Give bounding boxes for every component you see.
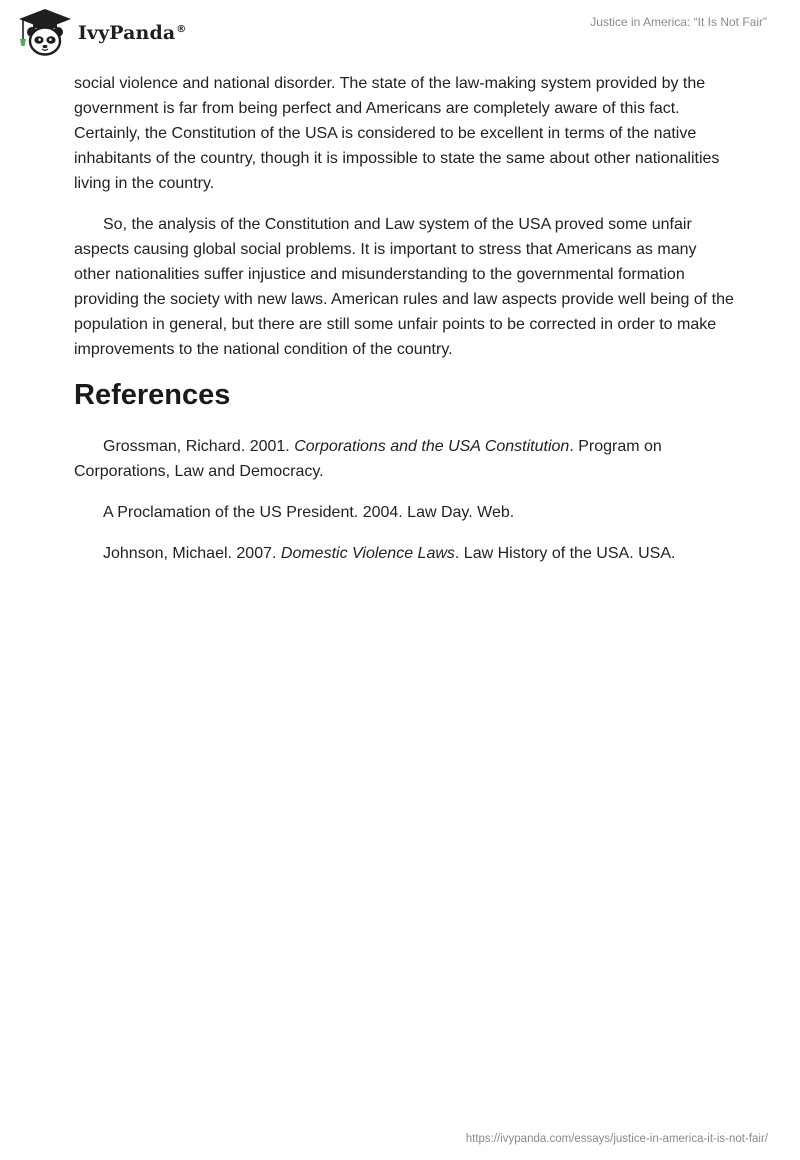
reference-item: Johnson, Michael. 2007. Domestic Violence Laws. Law History of the USA. USA. <box>103 545 676 562</box>
reference-title: Domestic Violence Laws <box>280 545 455 562</box>
reference-item: A Proclamation of the US President. 2004. Law Day. Web. <box>103 504 515 521</box>
brand-logo[interactable] <box>14 8 186 58</box>
brand-name: IvyPanda® <box>78 22 187 44</box>
body-paragraph: social violence and national disorder. The state of the law-making system provided by the government is far from being perfect and Americans are completely aware of this fact. Certainly, the Constitution of the USA is considered to be excellent in terms of the native inhabitants of the country, though it is impossible to state the same about other nationalities living in the country. <box>74 75 720 192</box>
registered-mark: ® <box>176 23 187 35</box>
reference-title: Corporations and the USA Constitution <box>294 438 570 455</box>
document-title: Justice in America: “It Is Not Fair” <box>590 15 767 29</box>
references-heading: References <box>74 379 231 411</box>
reference-item: Grossman, Richard. 2001. Corporations and the USA Constitution. Program on Corporations, Law and Democracy. <box>74 438 662 480</box>
panda-graduate-logo-icon <box>14 8 76 58</box>
body-paragraph: So, the analysis of the Constitution and Law system of the USA proved some unfair aspects causing global social problems. It is important to stress that Americans as many other nationalities suffer injustice and misunderstanding to the governmental formation providing the society with new laws. American rules and law aspects provide well being of the population in general, but there are still some unfair points to be corrected in order to make improvements to the national condition of the country. <box>74 216 734 358</box>
essay-content <box>74 71 734 582</box>
page-header <box>0 0 800 70</box>
source-url[interactable]: https://ivypanda.com/essays/justice-in-america-it-is-not-fair/ <box>465 1133 768 1145</box>
